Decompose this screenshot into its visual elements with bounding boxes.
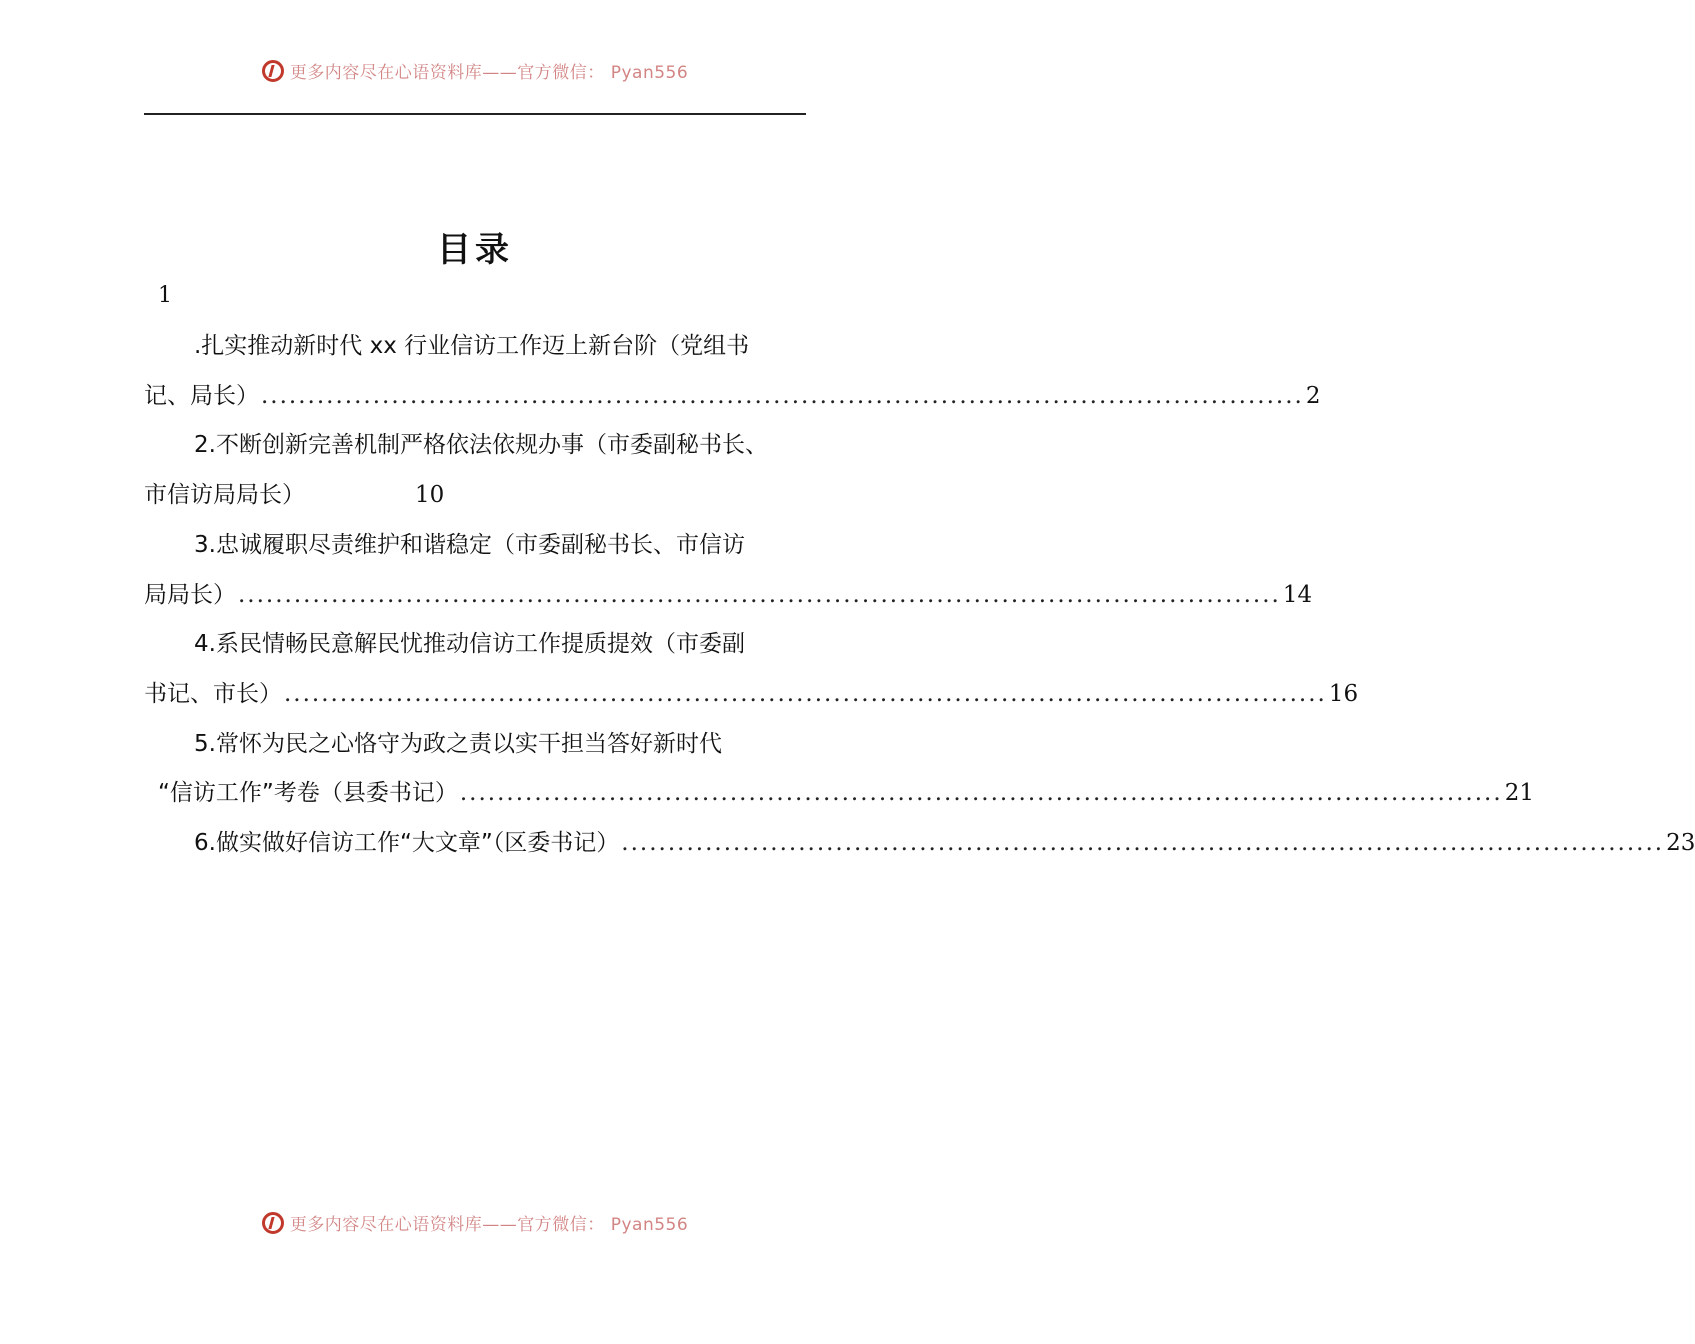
stray-number: 1 <box>158 283 172 308</box>
toc-entry[interactable] <box>144 819 1695 869</box>
dot-leader: ................................................................................................................ <box>261 382 1304 409</box>
toc-entry-title: 3.忠诚履职尽责维护和谐稳定（市委副秘书长、市信访 <box>194 531 745 558</box>
header-watermark-text: 更多内容尽在心语资料库——官方微信： Pyan556 <box>289 63 689 83</box>
toc-page-number: 16 <box>1328 680 1359 707</box>
page-title: 目录 <box>437 230 513 270</box>
toc-entry[interactable] <box>144 720 1534 819</box>
toc-page-number: 21 <box>1504 780 1534 807</box>
toc-entry-title: 2.不断创新完善机制严格依法依规办事（市委副秘书长、 <box>194 432 768 459</box>
toc-entry-title: 4.系民情畅民意解民忧推动信访工作提质提效（市委副 <box>194 631 745 658</box>
dot-leader: ................................................................................................................ <box>459 780 1503 807</box>
header-divider <box>144 113 806 115</box>
page-footer <box>0 1210 950 1235</box>
toc-entry-title-cont: 记、局长） <box>144 382 259 409</box>
toc-entry[interactable] <box>144 322 1321 421</box>
toc-page-number: 2 <box>1305 382 1321 409</box>
toc-entry-title-cont: “信访工作”考卷（县委书记） <box>158 780 458 807</box>
toc-page-number: 10 <box>415 482 445 509</box>
toc-entry-title-cont: 书记、市长） <box>144 680 282 707</box>
toc-entry-leader <box>144 670 1359 720</box>
toc-entry[interactable] <box>144 521 1313 620</box>
toc-entry-title: 6.做实做好信访工作“大文章”（区委书记） <box>194 830 620 857</box>
toc-entry-leader <box>144 571 1313 621</box>
toc-entry-leader <box>144 372 1321 422</box>
toc-page-number: 23 <box>1666 830 1695 857</box>
toc-entry-leader <box>144 471 806 521</box>
toc-entry[interactable] <box>144 421 806 520</box>
toc-entry-leader <box>144 819 1695 869</box>
page-header <box>0 58 950 83</box>
brand-logo-icon <box>262 60 284 82</box>
toc-entry-title: 5.常怀为民之心恪守为政之责以实干担当答好新时代 <box>194 730 722 757</box>
toc-page-number: 14 <box>1282 581 1313 608</box>
toc-entry[interactable] <box>144 620 1359 719</box>
toc-entry-leader <box>144 769 1534 819</box>
toc-entry-title-cont: 市信访局局长） <box>144 482 305 509</box>
dot-leader: ................................................................................................................ <box>238 581 1281 608</box>
footer-watermark-text: 更多内容尽在心语资料库——官方微信： Pyan556 <box>289 1215 689 1235</box>
toc-entry-title-cont: 局局长） <box>144 581 236 608</box>
brand-logo-icon <box>262 1212 284 1234</box>
dot-leader: ................................................................................................................ <box>621 830 1665 857</box>
toc-entry-title: .扎实推动新时代 xx 行业信访工作迈上新台阶（党组书 <box>194 333 750 359</box>
table-of-contents <box>144 322 1695 869</box>
dot-leader: ................................................................................................................ <box>284 680 1327 707</box>
